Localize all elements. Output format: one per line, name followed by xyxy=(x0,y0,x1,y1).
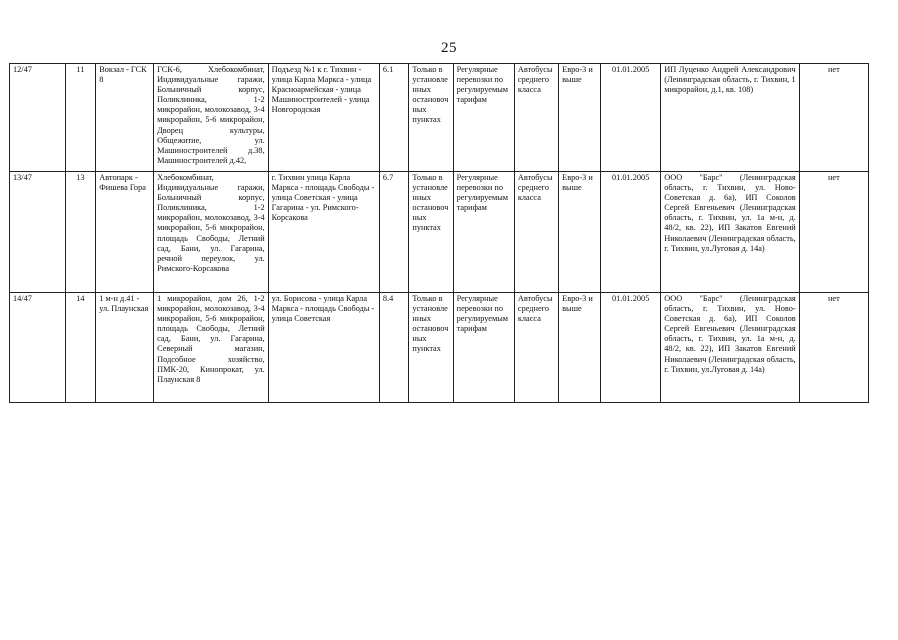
eco-class: Евро-3 и выше xyxy=(559,293,601,403)
vehicle-class: Автобусы среднего класса xyxy=(514,64,558,172)
route-streets: Подъезд №1 к г. Тихвин - улица Карла Маркса - улица Красноармейская - улица Машиностроителей - улица Новгородская xyxy=(268,64,379,172)
start-date: 01.01.2005 xyxy=(601,64,661,172)
route-stops: 1 микрорайон, дом 26, 1-2 микрорайон, молокозавод, 3-4 микрорайон, 5-6 микрорайон, площадь Свободы, Летний сад, Бани, ул. Гагарина, Северный магазин, Подсобное хозяйство, ПМК-20, Кинопрокат, ул. Плаунская 8 xyxy=(154,293,269,403)
eco-class: Евро-3 и выше xyxy=(559,172,601,293)
eco-class: Евро-3 и выше xyxy=(559,64,601,172)
note: нет xyxy=(799,172,868,293)
route-number: 14 xyxy=(65,293,96,403)
transport-type: Регулярные перевозки по регулируемым тарифам xyxy=(453,172,514,293)
boarding-order: Только в установленных остановочных пунктах xyxy=(409,293,453,403)
route-number: 13 xyxy=(65,172,96,293)
route-length: 6.7 xyxy=(379,172,409,293)
table-row xyxy=(10,64,869,172)
table-row xyxy=(10,293,869,403)
vehicle-class: Автобусы среднего класса xyxy=(514,172,558,293)
start-date: 01.01.2005 xyxy=(601,293,661,403)
table-row xyxy=(10,172,869,293)
carrier: ИП Луценко Андрей Александрович (Ленинградская область, г. Тихвин, 1 микрорайон, д.1, кв. 108) xyxy=(661,64,799,172)
transport-type: Регулярные перевозки по регулируемым тарифам xyxy=(453,64,514,172)
note: нет xyxy=(799,293,868,403)
route-name: Вокзал - ГСК 8 xyxy=(96,64,154,172)
route-stops: Хлебокомбинат, Индивидуальные гаражи, Больничный корпус, Поликлиника, 1-2 микрорайон, молокозавод, 3-4 микрорайон, 5-6 микрорайон, площадь Свободы, Летний сад, Бани, ул. Гагарина, речной переулок, ул. Римского-Корсакова xyxy=(154,172,269,293)
note: нет xyxy=(799,64,868,172)
route-registry-number: 13/47 xyxy=(10,172,66,293)
route-name: Автопарк - Фишева Гора xyxy=(96,172,154,293)
route-name: 1 м-н д.41 - ул. Плаунская xyxy=(96,293,154,403)
route-streets: г. Тихвин улица Карла Маркса - площадь Свободы - улица Советская - улица Гагарина - ул. Римского-Корсакова xyxy=(268,172,379,293)
carrier: ООО "Барс" (Ленинградская область, г. Тихвин, ул. Ново-Советская д. 6а), ИП Соколов Сергей Евгеньевич (Ленинградская область, г. Тихвин, ул. 1а м-н, д. 48/2, кв. 22), ИП Закатов Евгений Николаевич (Ленинградская область, г. Тихвин, ул.Луговая д. 14а) xyxy=(661,293,799,403)
routes-table xyxy=(9,63,869,403)
carrier: ООО "Барс" (Ленинградская область, г. Тихвин, ул. Ново-Советская д. 6а), ИП Соколов Сергей Евгеньевич (Ленинградская область, г. Тихвин, ул. 1а м-н, д. 48/2, кв. 22), ИП Закатов Евгений Николаевич (Ленинградская область, г. Тихвин, ул.Луговая д. 14а) xyxy=(661,172,799,293)
route-length: 6.1 xyxy=(379,64,409,172)
boarding-order: Только в установленных остановочных пунктах xyxy=(409,172,453,293)
boarding-order: Только в установленных остановочных пунктах xyxy=(409,64,453,172)
route-registry-number: 14/47 xyxy=(10,293,66,403)
start-date: 01.01.2005 xyxy=(601,172,661,293)
route-stops: ГСК-6, Хлебокомбинат, Индивидуальные гаражи, Больничный корпус, Поликлиника, 1-2 микрорайон, молокозавод, 3-4 микрорайон, 5-6 микрорайон, Дворец культуры, Общежитие, ул. Машиностроителей д.38, Машиностроителей д.42, xyxy=(154,64,269,172)
route-streets: ул. Борисова - улица Карла Маркса - площадь Свободы - улица Советская xyxy=(268,293,379,403)
transport-type: Регулярные перевозки по регулируемым тарифам xyxy=(453,293,514,403)
route-number: 11 xyxy=(65,64,96,172)
vehicle-class: Автобусы среднего класса xyxy=(514,293,558,403)
route-registry-number: 12/47 xyxy=(10,64,66,172)
route-length: 8.4 xyxy=(379,293,409,403)
page-number: 25 xyxy=(441,40,457,56)
